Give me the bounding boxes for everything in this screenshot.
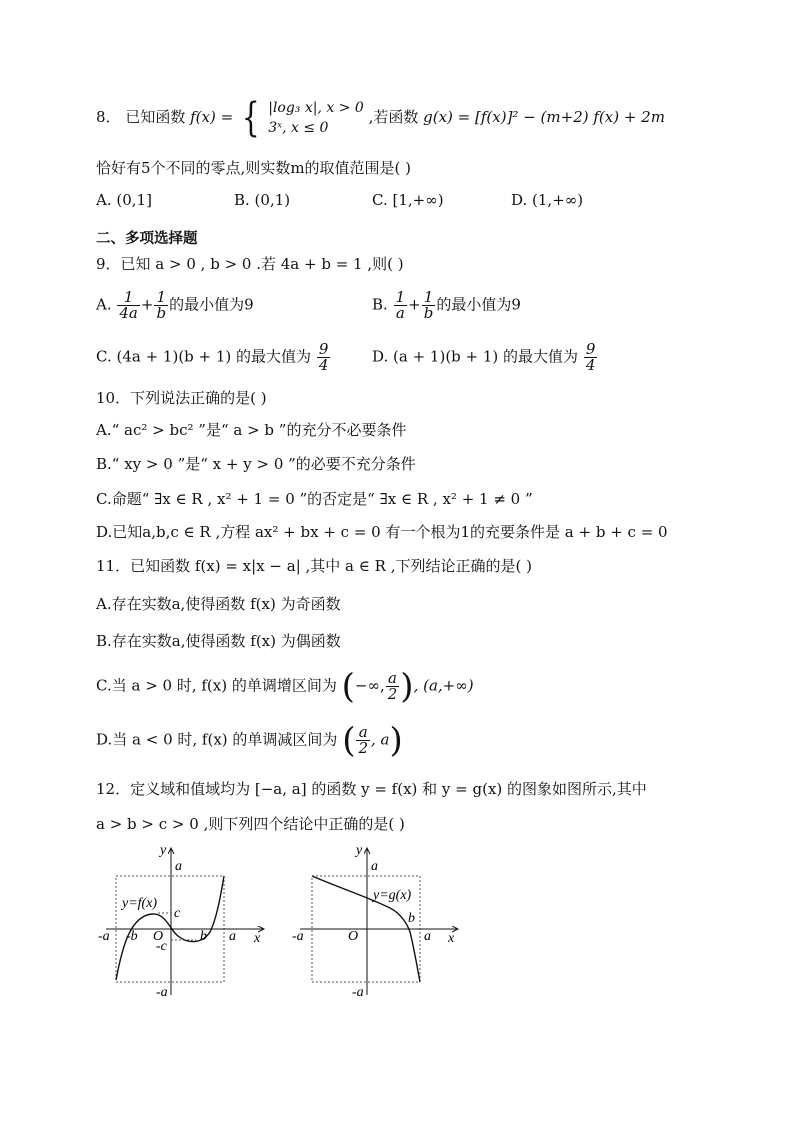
q9-d-frac (584, 342, 598, 373)
q8-case1: |log₃ x|, x > 0 (268, 100, 364, 116)
graph-f (96, 840, 276, 1000)
q10-option-a: A.“ ac² > bc² ”是“ a > b ”的充分不必要条件 (96, 421, 407, 439)
q11-d-interval-right: , a (371, 730, 390, 749)
frac-den: 4a (119, 304, 138, 322)
q11-stem: 11．已知函数 f(x) = x|x − a| ,其中 a ∈ R ,下列结论正确的是( ) (96, 557, 532, 575)
paren-right: ) (389, 720, 403, 761)
section-heading: 二、多项选择题 (96, 231, 198, 247)
q8-line1 (96, 95, 665, 141)
q11-c-interval-left: −∞, (354, 676, 385, 695)
frac-den: b (423, 304, 434, 322)
q9-option-d (372, 342, 598, 373)
q9-c-frac (317, 342, 331, 373)
q9-option-c (96, 342, 331, 373)
q8-mid: ,若函数 (368, 108, 419, 126)
q8-option-d: D. (1,+∞) (511, 191, 584, 209)
q9-b-text: 的最小值为9 (436, 295, 521, 314)
frac-den: 4 (585, 356, 596, 374)
graph-f-a-right: a (229, 929, 236, 944)
q11-d-frac (356, 725, 370, 756)
q9-d-text: D. (a + 1)(b + 1) 的最大值为 (372, 347, 579, 366)
q11-option-c (96, 666, 474, 707)
q8-number: 8． (96, 108, 121, 126)
q9-a-label: A. (96, 295, 112, 314)
paren-left: ( (341, 666, 355, 707)
q8-line2: 恰好有5个不同的零点,则实数m的取值范围是( ) (96, 159, 412, 177)
q10-option-c: C.命题“ ∃x ∈ R , x² + 1 = 0 ”的否定是“ ∃x ∈ R , x² + 1 ≠ 0 ” (96, 490, 533, 508)
graph-g-a-right: a (424, 929, 431, 944)
q9-c-text: C. (4a + 1)(b + 1) 的最大值为 (96, 347, 312, 366)
q11-c-interval-2: , (a,+∞) (413, 676, 474, 695)
q11-option-a: A.存在实数a,使得函数 f(x) 为奇函数 (96, 595, 341, 613)
q10-option-d: D.已知a,b,c ∈ R ,方程 ax² + bx + c = 0 有一个根为1的充要条件是 a + b + c = 0 (96, 523, 668, 541)
q11-option-b: B.存在实数a,使得函数 f(x) 为偶函数 (96, 632, 341, 650)
q9-a-frac2 (154, 290, 168, 321)
q9-a-text: 的最小值为9 (169, 295, 254, 314)
q11-c-text: C.当 a > 0 时, f(x) 的单调增区间为 (96, 676, 337, 695)
graph-g-neg-a-left: -a (292, 929, 304, 944)
graph-g-a-top: a (371, 859, 378, 874)
q9-b-label: B. (372, 295, 388, 314)
q8-option-b: B. (0,1) (234, 191, 291, 209)
frac-num: 9 (585, 340, 596, 358)
graph-f-origin: O (153, 929, 164, 944)
graph-g (290, 840, 470, 1000)
q8-case2: 3ˣ, x ≤ 0 (268, 120, 329, 136)
graph-f-x-label: x (254, 931, 261, 946)
graph-g-curve-label: y=g(x) (373, 888, 412, 903)
graph-g-b: b (408, 911, 415, 926)
paren-right: ) (400, 666, 414, 707)
q11-option-d (96, 720, 403, 761)
frac-den: b (156, 304, 167, 322)
frac-num: a (356, 725, 370, 741)
q11-c-frac (386, 671, 400, 702)
q9-option-a (96, 290, 254, 321)
q12-line2: a > b > c > 0 ,则下列四个结论中正确的是( ) (96, 815, 405, 833)
q8-option-a: A. (0,1] (96, 191, 152, 209)
graph-f-a-top: a (175, 859, 182, 874)
frac-num: 1 (117, 290, 140, 306)
q8-cases (268, 98, 364, 138)
q9-a-frac1 (117, 290, 140, 321)
frac-num: 9 (318, 340, 329, 358)
graph-f-c: c (174, 906, 181, 921)
q8-gx: g(x) = [f(x)]² − (m+2) f(x) + 2m (423, 108, 665, 126)
q9-stem: 9．已知 a > 0 , b > 0 .若 4a + b = 1 ,则( ) (96, 255, 404, 273)
graph-g-origin: O (348, 929, 359, 944)
frac-num: a (386, 671, 400, 687)
q12-line1: 12．定义域和值域均为 [−a, a] 的函数 y = f(x) 和 y = g(x) 的图象如图所示,其中 (96, 780, 647, 798)
graph-f-curve-label: y=f(x) (122, 896, 158, 911)
frac-den: a (395, 304, 405, 322)
frac-num: 1 (422, 290, 436, 306)
graph-f-b: b (200, 929, 207, 944)
q8-lead: 已知函数 (125, 108, 186, 126)
paren-left: ( (342, 720, 356, 761)
frac-num: 1 (154, 290, 168, 306)
plus: + (140, 295, 154, 314)
graph-g-neg-a-bottom: -a (352, 985, 364, 1000)
q10-option-b: B.“ xy > 0 ”是“ x + y > 0 ”的必要不充分条件 (96, 455, 416, 473)
q11-d-text: D.当 a < 0 时, f(x) 的单调减区间为 (96, 730, 338, 749)
frac-den: 4 (318, 356, 329, 374)
q8-brace: { (241, 95, 260, 141)
graph-f-neg-b: -b (126, 929, 138, 944)
q9-option-b (372, 290, 521, 321)
q9-b-frac1 (394, 290, 408, 321)
graph-g-y-label: y (356, 843, 363, 858)
q9-b-frac2 (422, 290, 436, 321)
frac-den: 2 (387, 685, 398, 703)
frac-den: 2 (358, 739, 369, 757)
q8-option-c: C. [1,+∞) (372, 191, 444, 209)
graph-f-y-label: y (160, 843, 167, 858)
q10-stem: 10．下列说法正确的是( ) (96, 389, 267, 407)
plus: + (408, 295, 421, 314)
graph-f-neg-c: -c (156, 939, 167, 954)
q8-fx: f(x) = (190, 108, 234, 126)
frac-num: 1 (395, 288, 406, 306)
graph-f-curve (116, 876, 224, 980)
graph-g-x-label: x (448, 931, 455, 946)
graph-f-neg-a-bottom: -a (156, 985, 168, 1000)
graph-f-neg-a-left: -a (98, 929, 110, 944)
